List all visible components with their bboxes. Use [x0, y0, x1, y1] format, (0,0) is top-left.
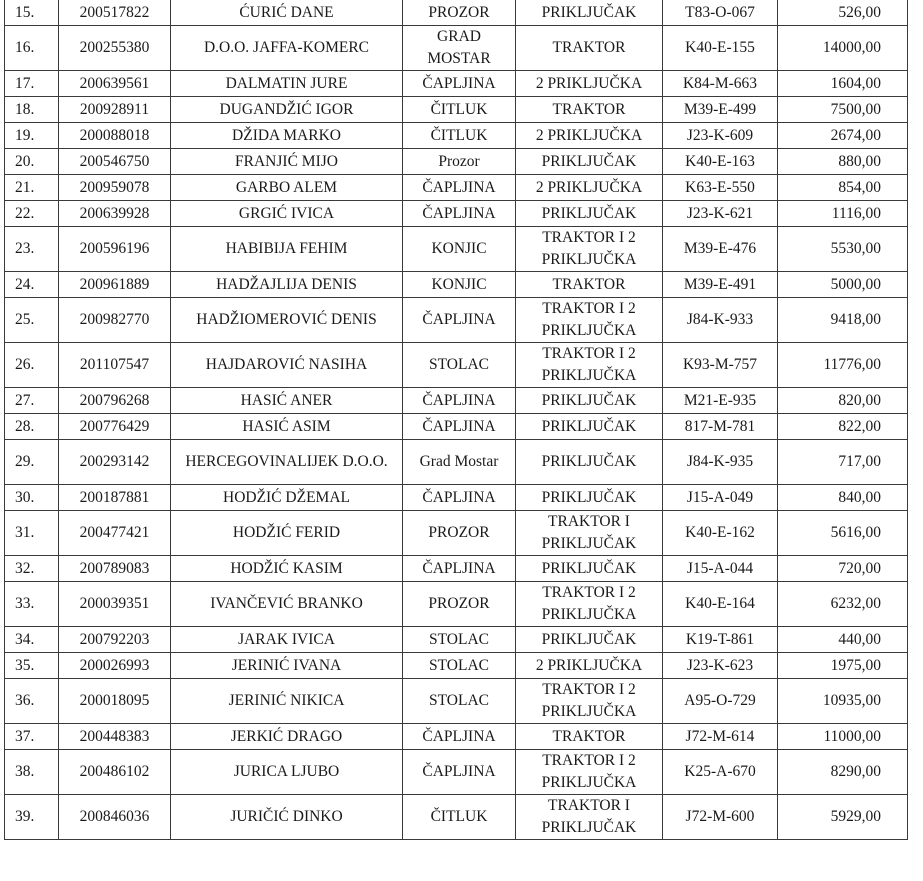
table-row	[5, 123, 908, 149]
table-row	[5, 175, 908, 201]
owner-name-cell: HASIĆ ASIM	[171, 414, 403, 440]
municipality-cell: ČITLUK	[403, 97, 516, 123]
id-number-cell: 200088018	[59, 123, 171, 149]
table-row	[5, 511, 908, 556]
registration-cell: J72-M-600	[663, 795, 778, 840]
amount-cell: 5530,00	[778, 227, 908, 272]
row-number-cell: 18.	[5, 97, 59, 123]
owner-name-cell: IVANČEVIĆ BRANKO	[171, 582, 403, 627]
owner-name-cell: JURICA LJUBO	[171, 750, 403, 795]
id-number-cell: 201107547	[59, 343, 171, 388]
municipality-cell: PROZOR	[403, 511, 516, 556]
table-row	[5, 298, 908, 343]
table-row	[5, 0, 908, 26]
id-number-cell: 200846036	[59, 795, 171, 840]
registration-cell: J84-K-933	[663, 298, 778, 343]
owner-name-cell: HODŽIĆ FERID	[171, 511, 403, 556]
registration-cell: J84-K-935	[663, 440, 778, 485]
vehicle-type-cell: TRAKTOR	[516, 272, 663, 298]
vehicle-type-cell: TRAKTOR I 2 PRIKLJUČKA	[516, 298, 663, 343]
owner-name-cell: JURIČIĆ DINKO	[171, 795, 403, 840]
owner-name-cell: HASIĆ ANER	[171, 388, 403, 414]
registration-cell: K63-E-550	[663, 175, 778, 201]
registration-cell: M39-E-476	[663, 227, 778, 272]
vehicle-type-cell: TRAKTOR	[516, 97, 663, 123]
id-number-cell: 200789083	[59, 556, 171, 582]
table-row	[5, 582, 908, 627]
row-number-cell: 36.	[5, 679, 59, 724]
registration-cell: K40-E-163	[663, 149, 778, 175]
vehicle-type-cell: TRAKTOR I PRIKLJUČAK	[516, 795, 663, 840]
row-number-cell: 21.	[5, 175, 59, 201]
amount-cell: 8290,00	[778, 750, 908, 795]
id-number-cell: 200959078	[59, 175, 171, 201]
registration-cell: K84-M-663	[663, 71, 778, 97]
municipality-cell: ČAPLJINA	[403, 175, 516, 201]
table-row	[5, 414, 908, 440]
row-number-cell: 32.	[5, 556, 59, 582]
amount-cell: 1975,00	[778, 653, 908, 679]
amount-cell: 440,00	[778, 627, 908, 653]
row-number-cell: 26.	[5, 343, 59, 388]
owner-name-cell: JARAK IVICA	[171, 627, 403, 653]
table-row	[5, 485, 908, 511]
amount-cell: 11000,00	[778, 724, 908, 750]
id-number-cell: 200187881	[59, 485, 171, 511]
id-number-cell: 200639561	[59, 71, 171, 97]
municipality-cell: ČAPLJINA	[403, 71, 516, 97]
table-row	[5, 272, 908, 298]
id-number-cell: 200486102	[59, 750, 171, 795]
row-number-cell: 20.	[5, 149, 59, 175]
registration-cell: A95-O-729	[663, 679, 778, 724]
id-number-cell: 200448383	[59, 724, 171, 750]
registration-table	[4, 0, 908, 840]
owner-name-cell: FRANJIĆ MIJO	[171, 149, 403, 175]
municipality-cell: ČITLUK	[403, 795, 516, 840]
row-number-cell: 19.	[5, 123, 59, 149]
municipality-cell: KONJIC	[403, 227, 516, 272]
row-number-cell: 34.	[5, 627, 59, 653]
id-number-cell: 200961889	[59, 272, 171, 298]
amount-cell: 14000,00	[778, 26, 908, 71]
owner-name-cell: ĆURIĆ DANE	[171, 0, 403, 26]
amount-cell: 6232,00	[778, 582, 908, 627]
vehicle-type-cell: PRIKLJUČAK	[516, 388, 663, 414]
amount-cell: 526,00	[778, 0, 908, 26]
municipality-cell: ČAPLJINA	[403, 556, 516, 582]
amount-cell: 854,00	[778, 175, 908, 201]
vehicle-type-cell: 2 PRIKLJUČKA	[516, 71, 663, 97]
municipality-cell: GRAD MOSTAR	[403, 26, 516, 71]
row-number-cell: 15.	[5, 0, 59, 26]
vehicle-type-cell: TRAKTOR I PRIKLJUČAK	[516, 511, 663, 556]
owner-name-cell: HAJDAROVIĆ NASIHA	[171, 343, 403, 388]
table-row	[5, 653, 908, 679]
municipality-cell: ČAPLJINA	[403, 201, 516, 227]
vehicle-type-cell: PRIKLJUČAK	[516, 440, 663, 485]
vehicle-type-cell: TRAKTOR I 2 PRIKLJUČKA	[516, 750, 663, 795]
registration-cell: T83-O-067	[663, 0, 778, 26]
id-number-cell: 200639928	[59, 201, 171, 227]
row-number-cell: 35.	[5, 653, 59, 679]
row-number-cell: 39.	[5, 795, 59, 840]
id-number-cell: 200293142	[59, 440, 171, 485]
table-row	[5, 343, 908, 388]
owner-name-cell: HABIBIJA FEHIM	[171, 227, 403, 272]
table-row	[5, 26, 908, 71]
registration-cell: M39-E-499	[663, 97, 778, 123]
vehicle-type-cell: 2 PRIKLJUČKA	[516, 175, 663, 201]
amount-cell: 822,00	[778, 414, 908, 440]
table-row	[5, 201, 908, 227]
registration-cell: K40-E-155	[663, 26, 778, 71]
municipality-cell: STOLAC	[403, 653, 516, 679]
owner-name-cell: DUGANDŽIĆ IGOR	[171, 97, 403, 123]
id-number-cell: 200596196	[59, 227, 171, 272]
owner-name-cell: JERINIĆ NIKICA	[171, 679, 403, 724]
vehicle-type-cell: TRAKTOR	[516, 26, 663, 71]
amount-cell: 880,00	[778, 149, 908, 175]
amount-cell: 1604,00	[778, 71, 908, 97]
registration-cell: J23-K-609	[663, 123, 778, 149]
amount-cell: 1116,00	[778, 201, 908, 227]
vehicle-type-cell: PRIKLJUČAK	[516, 201, 663, 227]
municipality-cell: ČAPLJINA	[403, 298, 516, 343]
id-number-cell: 200792203	[59, 627, 171, 653]
vehicle-type-cell: PRIKLJUČAK	[516, 556, 663, 582]
owner-name-cell: GRGIĆ IVICA	[171, 201, 403, 227]
row-number-cell: 25.	[5, 298, 59, 343]
table-row	[5, 724, 908, 750]
owner-name-cell: HODŽIĆ KASIM	[171, 556, 403, 582]
row-number-cell: 16.	[5, 26, 59, 71]
vehicle-type-cell: 2 PRIKLJUČKA	[516, 123, 663, 149]
id-number-cell: 200477421	[59, 511, 171, 556]
vehicle-type-cell: 2 PRIKLJUČKA	[516, 653, 663, 679]
row-number-cell: 37.	[5, 724, 59, 750]
row-number-cell: 38.	[5, 750, 59, 795]
registration-cell: K40-E-164	[663, 582, 778, 627]
vehicle-type-cell: PRIKLJUČAK	[516, 0, 663, 26]
municipality-cell: KONJIC	[403, 272, 516, 298]
vehicle-type-cell: TRAKTOR I 2 PRIKLJUČKA	[516, 343, 663, 388]
row-number-cell: 31.	[5, 511, 59, 556]
row-number-cell: 29.	[5, 440, 59, 485]
id-number-cell: 200796268	[59, 388, 171, 414]
vehicle-type-cell: PRIKLJUČAK	[516, 485, 663, 511]
amount-cell: 11776,00	[778, 343, 908, 388]
vehicle-type-cell: PRIKLJUČAK	[516, 414, 663, 440]
owner-name-cell: JERINIĆ IVANA	[171, 653, 403, 679]
id-number-cell: 200039351	[59, 582, 171, 627]
row-number-cell: 22.	[5, 201, 59, 227]
id-number-cell: 200026993	[59, 653, 171, 679]
municipality-cell: PROZOR	[403, 0, 516, 26]
table-row	[5, 149, 908, 175]
table-row	[5, 679, 908, 724]
id-number-cell: 200776429	[59, 414, 171, 440]
table-row	[5, 440, 908, 485]
id-number-cell: 200928911	[59, 97, 171, 123]
row-number-cell: 23.	[5, 227, 59, 272]
municipality-cell: STOLAC	[403, 343, 516, 388]
municipality-cell: PROZOR	[403, 582, 516, 627]
vehicle-type-cell: TRAKTOR	[516, 724, 663, 750]
row-number-cell: 17.	[5, 71, 59, 97]
row-number-cell: 24.	[5, 272, 59, 298]
municipality-cell: ČAPLJINA	[403, 724, 516, 750]
registration-cell: K40-E-162	[663, 511, 778, 556]
registration-cell: J23-K-621	[663, 201, 778, 227]
vehicle-type-cell: TRAKTOR I 2 PRIKLJUČKA	[516, 582, 663, 627]
table-row	[5, 795, 908, 840]
amount-cell: 5616,00	[778, 511, 908, 556]
id-number-cell: 200018095	[59, 679, 171, 724]
row-number-cell: 30.	[5, 485, 59, 511]
table-row	[5, 227, 908, 272]
registration-cell: J15-A-044	[663, 556, 778, 582]
table-row	[5, 71, 908, 97]
owner-name-cell: JERKIĆ DRAGO	[171, 724, 403, 750]
owner-name-cell: DŽIDA MARKO	[171, 123, 403, 149]
municipality-cell: ČAPLJINA	[403, 750, 516, 795]
row-number-cell: 27.	[5, 388, 59, 414]
municipality-cell: STOLAC	[403, 627, 516, 653]
amount-cell: 840,00	[778, 485, 908, 511]
amount-cell: 720,00	[778, 556, 908, 582]
amount-cell: 10935,00	[778, 679, 908, 724]
owner-name-cell: HADŽAJLIJA DENIS	[171, 272, 403, 298]
table-row	[5, 97, 908, 123]
vehicle-type-cell: PRIKLJUČAK	[516, 627, 663, 653]
amount-cell: 5000,00	[778, 272, 908, 298]
registration-cell: K25-A-670	[663, 750, 778, 795]
id-number-cell: 200546750	[59, 149, 171, 175]
amount-cell: 7500,00	[778, 97, 908, 123]
municipality-cell: Prozor	[403, 149, 516, 175]
id-number-cell: 200982770	[59, 298, 171, 343]
owner-name-cell: HADŽIOMEROVIĆ DENIS	[171, 298, 403, 343]
row-number-cell: 28.	[5, 414, 59, 440]
registration-cell: J72-M-614	[663, 724, 778, 750]
table-row	[5, 750, 908, 795]
vehicle-type-cell: PRIKLJUČAK	[516, 149, 663, 175]
municipality-cell: STOLAC	[403, 679, 516, 724]
municipality-cell: ČAPLJINA	[403, 414, 516, 440]
vehicle-type-cell: TRAKTOR I 2 PRIKLJUČKA	[516, 679, 663, 724]
municipality-cell: ČAPLJINA	[403, 485, 516, 511]
amount-cell: 717,00	[778, 440, 908, 485]
amount-cell: 820,00	[778, 388, 908, 414]
registration-cell: M21-E-935	[663, 388, 778, 414]
row-number-cell: 33.	[5, 582, 59, 627]
municipality-cell: Grad Mostar	[403, 440, 516, 485]
table-body	[5, 0, 908, 840]
amount-cell: 9418,00	[778, 298, 908, 343]
registration-cell: J23-K-623	[663, 653, 778, 679]
table-row	[5, 556, 908, 582]
registration-cell: K19-T-861	[663, 627, 778, 653]
owner-name-cell: HERCEGOVINALIJEK D.O.O.	[171, 440, 403, 485]
registration-cell: J15-A-049	[663, 485, 778, 511]
owner-name-cell: GARBO ALEM	[171, 175, 403, 201]
owner-name-cell: D.O.O. JAFFA-KOMERC	[171, 26, 403, 71]
municipality-cell: ČITLUK	[403, 123, 516, 149]
id-number-cell: 200255380	[59, 26, 171, 71]
registration-cell: M39-E-491	[663, 272, 778, 298]
registration-cell: K93-M-757	[663, 343, 778, 388]
registration-cell: 817-M-781	[663, 414, 778, 440]
vehicle-type-cell: TRAKTOR I 2 PRIKLJUČKA	[516, 227, 663, 272]
table-row	[5, 388, 908, 414]
municipality-cell: ČAPLJINA	[403, 388, 516, 414]
owner-name-cell: HODŽIĆ DŽEMAL	[171, 485, 403, 511]
id-number-cell: 200517822	[59, 0, 171, 26]
amount-cell: 5929,00	[778, 795, 908, 840]
amount-cell: 2674,00	[778, 123, 908, 149]
table-row	[5, 627, 908, 653]
owner-name-cell: DALMATIN JURE	[171, 71, 403, 97]
